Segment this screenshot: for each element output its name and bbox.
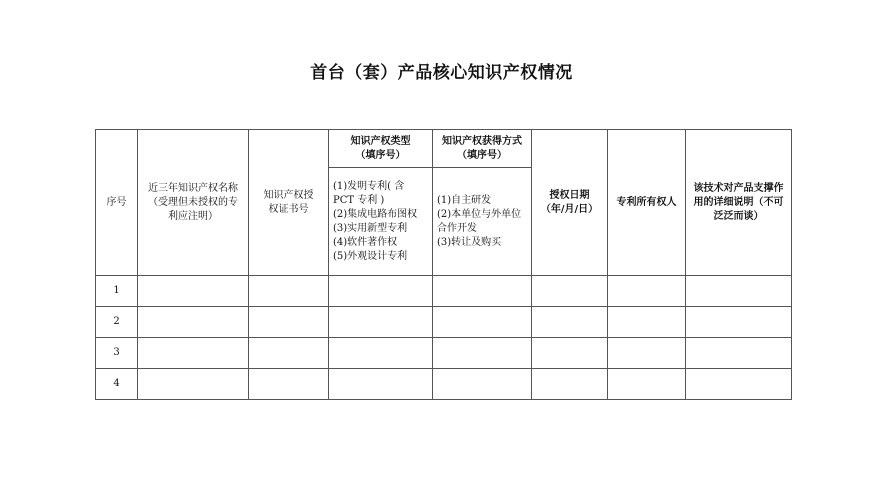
page-title: 首台（套）产品核心知识产权情况 (310, 63, 573, 83)
ip-type-option: (3)实用新型专利 (333, 222, 408, 234)
cell-ip-name[interactable] (138, 307, 249, 338)
ip-type-option: (5)外观设计专利 (333, 250, 408, 262)
cell-support-desc[interactable] (686, 338, 792, 369)
ip-type-options (329, 168, 433, 276)
acquire-method-option: (3)转让及购买 (437, 236, 502, 248)
table-row (96, 338, 792, 369)
table-row (96, 369, 792, 400)
ip-type-option: (1)发明专利( 含 PCT 专利 ) (333, 180, 405, 206)
row-seq: 1 (96, 276, 138, 307)
cell-patent-owner[interactable] (608, 369, 686, 400)
cell-acquire-method[interactable] (433, 369, 532, 400)
cell-support-desc[interactable] (686, 369, 792, 400)
cell-grant-date[interactable] (532, 369, 608, 400)
cell-ip-type[interactable] (329, 276, 433, 307)
cell-acquire-method[interactable] (433, 276, 532, 307)
cell-ip-type[interactable] (329, 369, 433, 400)
cell-cert-number[interactable] (249, 307, 329, 338)
acquire-method-option: (1)自主研发 (437, 194, 492, 206)
cell-patent-owner[interactable] (608, 338, 686, 369)
header-ip-name: 近三年知识产权名称（受理但未授权的专利应注明） (138, 130, 249, 276)
cell-support-desc[interactable] (686, 307, 792, 338)
cell-acquire-method[interactable] (433, 338, 532, 369)
table-row (96, 307, 792, 338)
cell-acquire-method[interactable] (433, 307, 532, 338)
ip-type-option: (4)软件著作权 (333, 236, 398, 248)
header-acquire-method: 知识产权获得方式（填序号） (433, 130, 532, 168)
row-seq: 3 (96, 338, 138, 369)
cell-ip-name[interactable] (138, 276, 249, 307)
header-grant-date: 授权日期（年/月/日） (532, 130, 608, 276)
cell-ip-name[interactable] (138, 369, 249, 400)
acquire-method-options (433, 168, 532, 276)
cell-grant-date[interactable] (532, 276, 608, 307)
cell-patent-owner[interactable] (608, 276, 686, 307)
row-seq: 4 (96, 369, 138, 400)
ip-table (95, 129, 792, 400)
header-seq: 序号 (96, 130, 138, 276)
header-support-desc: 该技术对产品支撑作用的详细说明（不可泛泛而谈） (686, 130, 792, 276)
cell-grant-date[interactable] (532, 307, 608, 338)
ip-type-option: (2)集成电路布图权 (333, 208, 418, 220)
cell-cert-number[interactable] (249, 338, 329, 369)
header-cert-number: 知识产权授权证书号 (249, 130, 329, 276)
row-seq: 2 (96, 307, 138, 338)
table-row (96, 276, 792, 307)
cell-cert-number[interactable] (249, 369, 329, 400)
cell-ip-type[interactable] (329, 338, 433, 369)
cell-cert-number[interactable] (249, 276, 329, 307)
cell-support-desc[interactable] (686, 276, 792, 307)
cell-grant-date[interactable] (532, 338, 608, 369)
header-patent-owner: 专利所有权人 (608, 130, 686, 276)
header-ip-type: 知识产权类型（填序号） (329, 130, 433, 168)
cell-ip-name[interactable] (138, 338, 249, 369)
acquire-method-option: (2)本单位与外单位合作开发 (437, 208, 522, 234)
cell-ip-type[interactable] (329, 307, 433, 338)
cell-patent-owner[interactable] (608, 307, 686, 338)
